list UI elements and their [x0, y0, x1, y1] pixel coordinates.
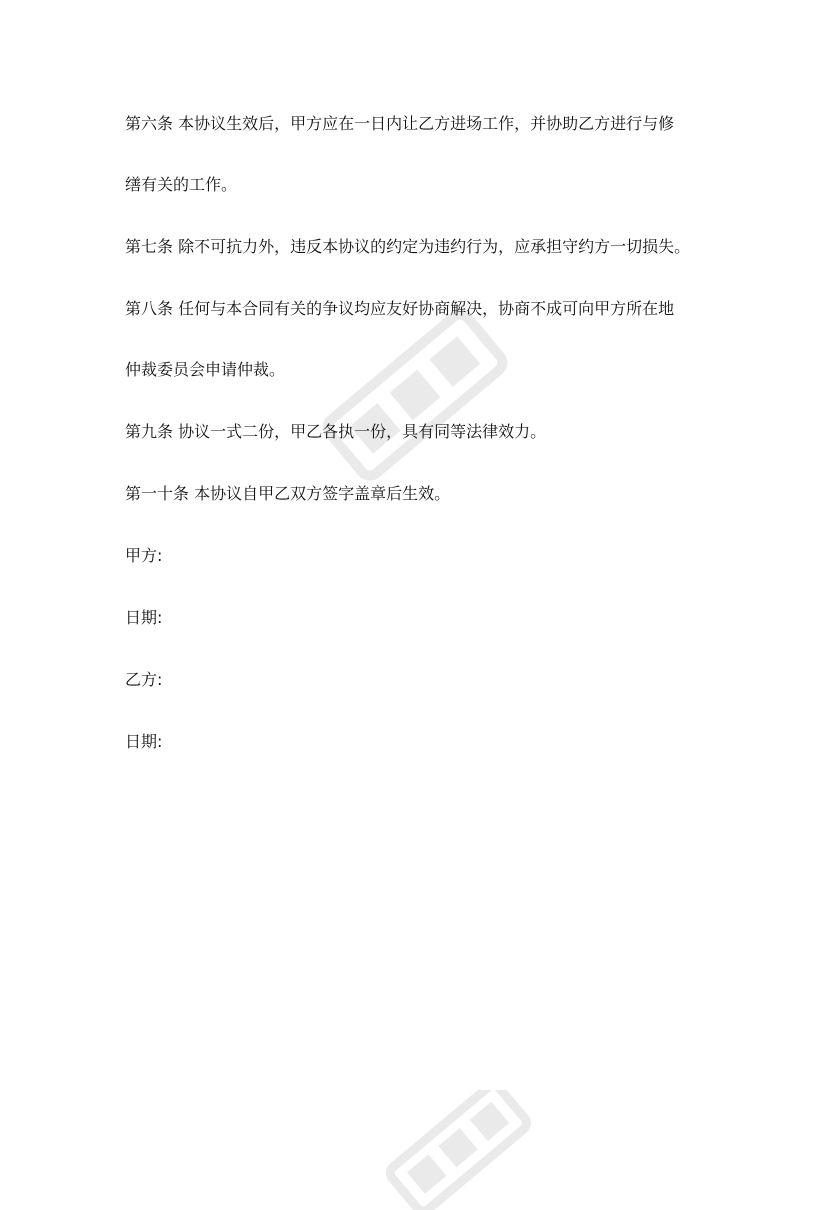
party-a-date-label: 日期: [125, 608, 163, 627]
party-b-label: 乙方: [125, 670, 163, 689]
clause-6-line-1: 第六条 本协议生效后，甲方应在一日内让乙方进场工作，并协助乙方进行与修 [125, 114, 675, 133]
clause-8-line-1: 第八条 任何与本合同有关的争议均应友好协商解决，协商不成可向甲方所在地 [125, 299, 675, 318]
clause-10: 第一十条 本协议自甲乙双方签字盖章后生效。 [125, 484, 451, 503]
clause-8-line-2: 仲裁委员会申请仲裁。 [125, 360, 286, 379]
document-body [125, 108, 715, 757]
clause-7: 第七条 除不可抗力外，违反本协议的约定为违约行为，应承担守约方一切损失。 [125, 237, 691, 256]
clause-6-line-2: 缮有关的工作。 [125, 175, 238, 194]
party-a-label: 甲方: [125, 546, 163, 565]
watermark-logo-bottom [370, 1090, 550, 1210]
clause-9: 第九条 协议一式二份，甲乙各执一份，具有同等法律效力。 [125, 422, 547, 441]
party-b-date-label: 日期: [125, 732, 163, 751]
